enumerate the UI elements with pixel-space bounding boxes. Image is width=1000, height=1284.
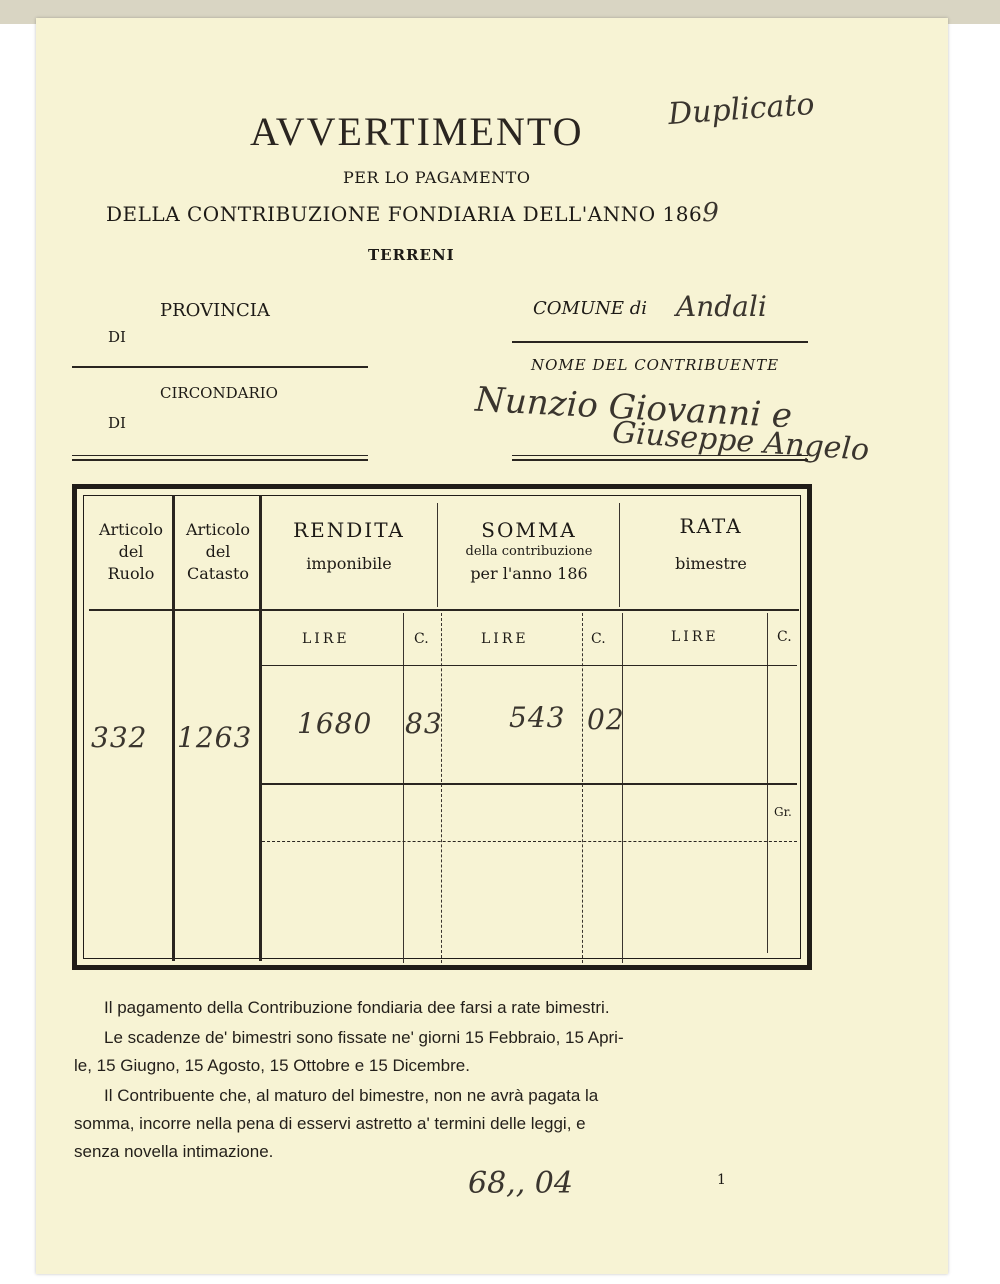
note-penalty-line3: senza novella intimazione. [74, 1142, 274, 1161]
tax-table [72, 484, 812, 970]
header-rata [621, 515, 801, 575]
subtitle-terreni: TERRENI [368, 246, 455, 264]
rata-lire-label: LIRE [671, 629, 719, 645]
header-rendita [263, 519, 435, 575]
subtitle-contribution [106, 198, 719, 228]
note-penalty-line1: Il Contribuente che, al maturo del bimestre, non ne avrà pagata la [104, 1086, 599, 1105]
units-rule [262, 665, 797, 666]
comune-label: COMUNE di [533, 298, 648, 319]
circondario-label: CIRCONDARIO [160, 384, 278, 402]
header-articolo-catasto [175, 519, 261, 585]
duplicate-note: Duplicato [666, 86, 816, 133]
header-somma-line2: della contribuzione [465, 544, 593, 559]
comune-rule [512, 341, 808, 343]
provincia-di-label: DI [108, 328, 126, 346]
provincia-label: PROVINCIA [160, 300, 270, 321]
somma-cents-label: C. [591, 631, 606, 647]
subtitle-contribution-text: DELLA CONTRIBUZIONE FONDIARIA DELL'ANNO 186 [106, 202, 703, 226]
note-payment-rates: Il pagamento della Contribuzione fondiaria dee farsi a rate bimestri. [104, 998, 610, 1017]
subtitle-payment: PER LO PAGAMENTO [343, 168, 531, 187]
header-ruolo-line1: Articolo [98, 520, 164, 539]
header-rendita-line1: RENDITA [293, 518, 405, 542]
header-articolo-ruolo [87, 519, 175, 585]
circondario-di-label: DI [108, 414, 126, 432]
contributor-name-line1: Nunzio Giovanni e [474, 379, 794, 437]
header-somma-line3: per l'anno 186 [470, 564, 588, 583]
middle-rule [262, 783, 797, 785]
header-somma [439, 519, 619, 585]
note-penalty-line2: somma, incorre nella pena di esservi astretto a' termini delle leggi, e [74, 1114, 586, 1133]
rendita-lire-label: LIRE [302, 631, 350, 647]
header-rata-line1: RATA [679, 514, 743, 538]
rata-grani-label: Gr. [774, 805, 792, 819]
contributor-name-label: NOME DEL CONTRIBUENTE [531, 356, 780, 374]
header-catasto-line1: Articolo [185, 520, 251, 539]
col-divider-4 [619, 503, 620, 607]
value-ruolo: 332 [91, 721, 148, 754]
comune-value: Andali [676, 290, 767, 323]
page-number: 1 [717, 1172, 726, 1188]
lower-rule [262, 841, 797, 842]
note-deadlines-line1: Le scadenze de' bimestri sono fissate ne' giorni 15 Febbraio, 15 Apri- [104, 1028, 624, 1047]
header-catasto-line3: Catasto [186, 564, 250, 583]
somma-lire-label: LIRE [481, 631, 529, 647]
value-catasto: 1263 [177, 721, 253, 754]
contributor-rule [512, 455, 808, 461]
value-rendita-cents: 83 [405, 707, 443, 740]
value-somma-lire: 543 [509, 701, 566, 734]
document-title: AVVERTIMENTO [250, 109, 584, 154]
header-rata-line2: bimestre [675, 554, 747, 573]
header-somma-line1: SOMMA [481, 518, 577, 542]
rata-cents-label: C. [777, 629, 792, 645]
year-digit: 9 [702, 198, 720, 228]
value-rendita-lire: 1680 [297, 707, 373, 740]
contributor-name-line2: Giuseppe Angelo [611, 415, 871, 468]
header-ruolo-line2: del [118, 542, 144, 561]
header-rendita-line2: imponibile [306, 554, 392, 573]
provincia-rule [72, 366, 368, 368]
circondario-rule [72, 455, 368, 461]
header-ruolo-line3: Ruolo [107, 564, 155, 583]
value-somma-cents: 02 [587, 703, 625, 736]
note-deadlines-line2: le, 15 Giugno, 15 Agosto, 15 Ottobre e 15 Dicembre. [74, 1056, 470, 1075]
handwritten-total: 68,, 04 [468, 1166, 573, 1201]
header-rule [89, 609, 799, 611]
header-catasto-line2: del [205, 542, 231, 561]
rendita-cents-label: C. [414, 631, 429, 647]
col-divider-3 [437, 503, 438, 607]
